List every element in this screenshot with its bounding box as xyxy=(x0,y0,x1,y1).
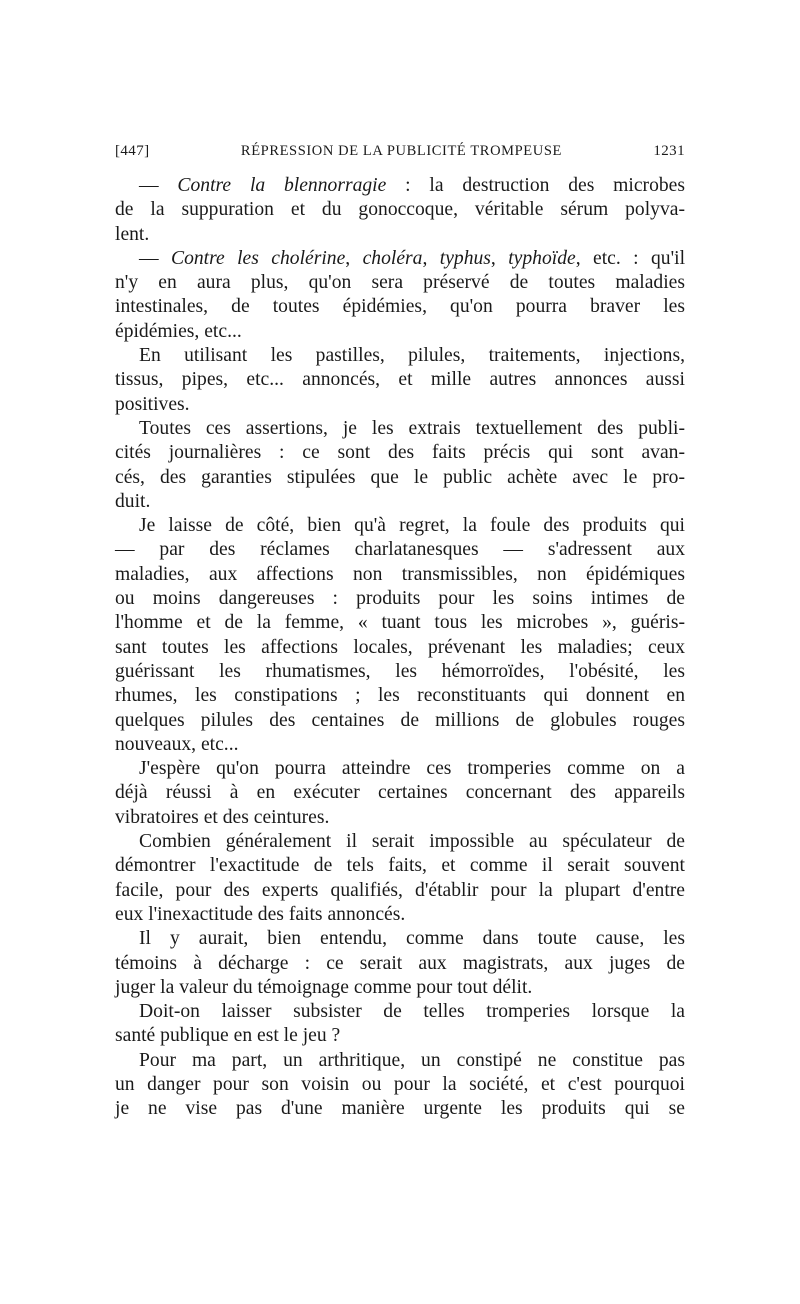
text-line: Pour ma part, un arthritique, un constipé ne constitue pas xyxy=(139,1049,685,1071)
text-line: En utilisant les pastilles, pilules, traitements, injections, xyxy=(139,345,685,367)
text-line: guérissant les rhumatismes, les hémorroïdes, l'obésité, les xyxy=(115,660,685,682)
running-title: RÉPRESSION DE LA PUBLICITÉ TROMPEUSE xyxy=(240,143,562,159)
text-line: vibratoires et des ceintures. xyxy=(115,806,330,828)
text-line: je ne vise pas d'une manière urgente les produits qui se xyxy=(115,1098,685,1120)
text-line: sant toutes les affections locales, prévenant les maladies; ceux xyxy=(115,636,685,658)
text-line: n'y en aura plus, qu'on sera préservé de toutes maladies xyxy=(115,272,685,294)
text-line: épidémies, etc... xyxy=(115,320,242,342)
body-text xyxy=(115,174,685,1122)
text-line: nouveaux, etc... xyxy=(115,733,239,755)
text-line: cés, des garanties stipulées que le public achète avec le pro- xyxy=(115,466,685,488)
text-line: lent. xyxy=(115,223,150,245)
text-line: déjà réussi à en exécuter certaines concernant des appareils xyxy=(115,782,685,804)
text-line: de la suppuration et du gonoccoque, véritable sérum polyva- xyxy=(115,199,685,221)
text-line: J'espère qu'on pourra atteindre ces tromperies comme on a xyxy=(139,758,685,780)
text-line: maladies, aux affections non transmissibles, non épidémiques xyxy=(115,563,685,585)
section-marker: [447] xyxy=(115,143,150,159)
text-line: intestinales, de toutes épidémies, qu'on pourra braver les xyxy=(115,296,685,318)
text-line: quelques pilules des centaines de millions de globules rouges xyxy=(115,709,685,731)
text-line: témoins à décharge : ce serait aux magistrats, aux juges de xyxy=(115,952,685,974)
text-line: Je laisse de côté, bien qu'à regret, la foule des produits qui xyxy=(139,515,685,537)
text-line: démontrer l'exactitude de tels faits, et comme il serait souvent xyxy=(115,855,685,877)
text-line: — Contre la blennorragie : la destruction des microbes xyxy=(139,175,685,196)
text-line: facile, pour des experts qualifiés, d'établir pour la plupart d'entre xyxy=(115,879,685,901)
book-page xyxy=(115,143,685,1122)
text-line: — Contre les cholérine, choléra, typhus, typhoïde, etc. : qu'il xyxy=(139,247,686,269)
running-header xyxy=(115,143,685,160)
text-line: Toutes ces assertions, je les extrais textuellement des publi- xyxy=(139,417,685,439)
text-line: juger la valeur du témoignage comme pour tout délit. xyxy=(115,976,533,998)
text-line: duit. xyxy=(115,490,151,512)
text-line: l'homme et de la femme, « tuant tous les microbes », guéris- xyxy=(115,612,685,634)
text-line: rhumes, les constipations ; les reconstituants qui donnent en xyxy=(115,685,685,707)
text-line: Combien généralement il serait impossible au spéculateur de xyxy=(139,831,685,853)
text-line: eux l'inexactitude des faits annoncés. xyxy=(115,903,406,925)
text-line: positives. xyxy=(115,393,190,415)
text-line: cités journalières : ce sont des faits précis qui sont avan- xyxy=(115,442,685,464)
text-line: tissus, pipes, etc... annoncés, et mille autres annonces aussi xyxy=(115,369,685,391)
text-line: ou moins dangereuses : produits pour les soins intimes de xyxy=(115,588,685,610)
text-line: Il y aurait, bien entendu, comme dans toute cause, les xyxy=(139,928,685,950)
text-line: un danger pour son voisin ou pour la société, et c'est pourquoi xyxy=(115,1073,685,1095)
page-number: 1231 xyxy=(653,143,685,159)
text-line: santé publique en est le jeu ? xyxy=(115,1025,341,1047)
text-line: — par des réclames charlatanesques — s'adressent aux xyxy=(115,539,685,561)
text-line: Doit-on laisser subsister de telles tromperies lorsque la xyxy=(139,1001,685,1023)
